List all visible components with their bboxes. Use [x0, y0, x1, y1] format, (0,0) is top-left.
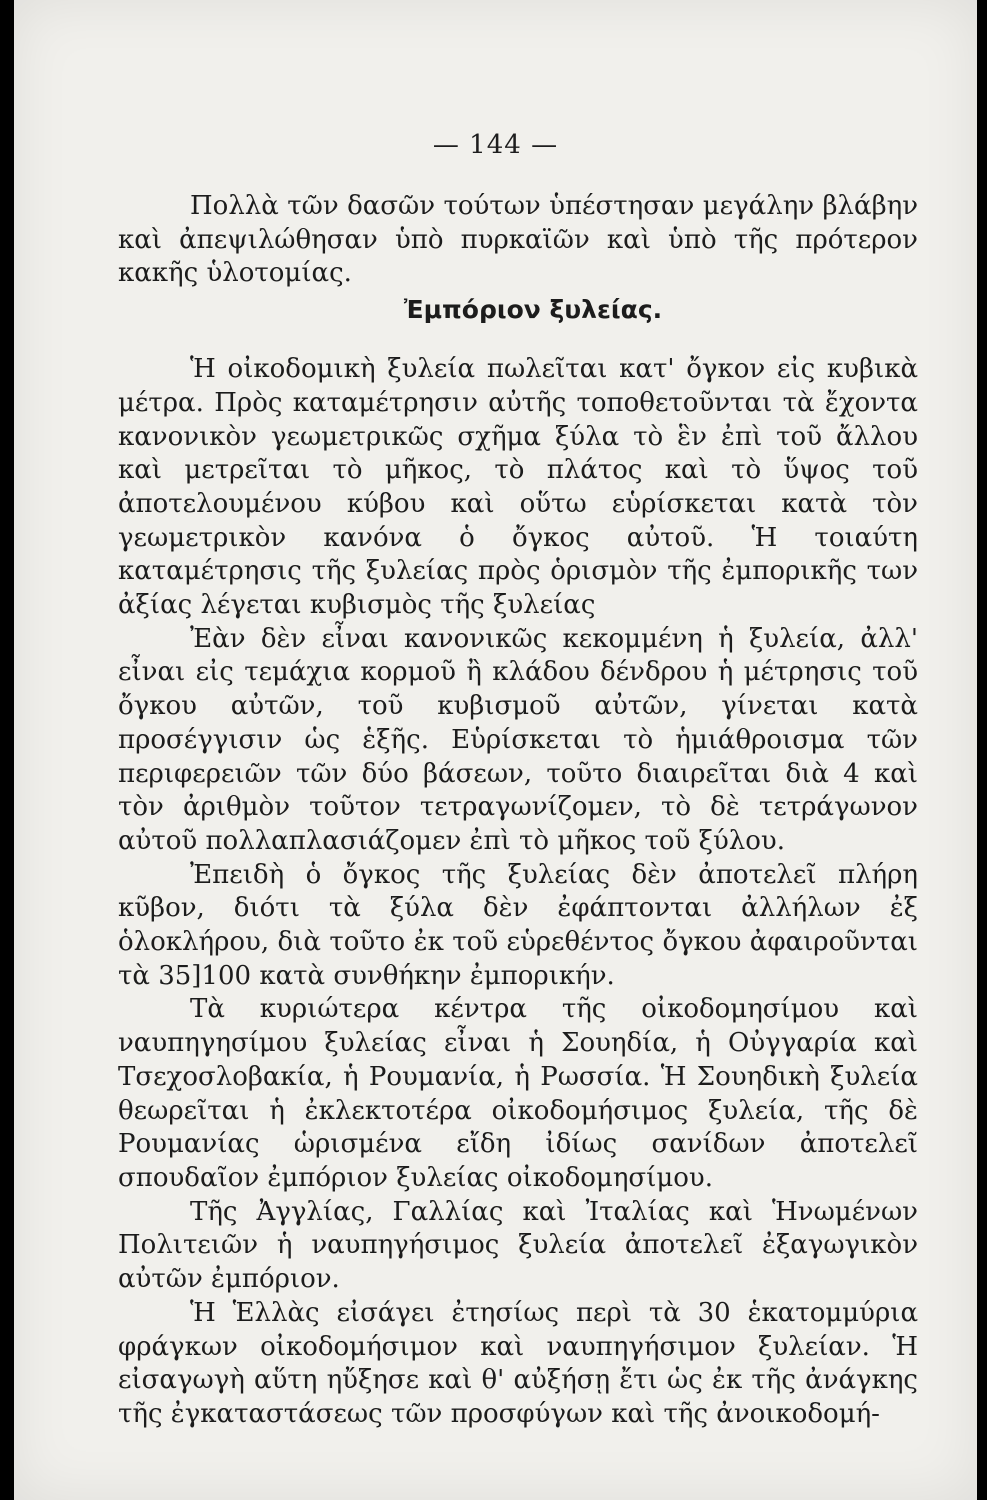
paragraph-4: Τὰ κυριώτερα κέντρα τῆς οἰκοδομησίμου καὶ ναυπηγησίμου ξυλείας εἶναι ἡ Σουηδία, ἡ Οὐγγαρία καὶ Τσεχοσλοβακία, ἡ Ρουμανία, ἡ Ρωσσία. Ἡ Σουηδικὴ ξυλεία θεωρεῖται ἡ ἐκλεκτοτέρα οἰκοδομήσιμος ξυλεία, τῆς δὲ Ρουμανίας ὡρισμένα εἴδη ἰδίως σανίδων ἀποτελεῖ σπουδαῖον ἐμπόριον ξυλείας οἰκοδομησίμου.: [118, 994, 918, 1193]
page: [14, 0, 977, 1500]
page-number: — 144 —: [432, 130, 559, 160]
body-text: [118, 190, 918, 1432]
section-heading: Ἐμπόριον ξυλείας.: [403, 295, 663, 325]
paragraph-3: Ἐπειδὴ ὁ ὄγκος τῆς ξυλείας δὲν ἀποτελεῖ πλήρη κῦβον, διότι τὰ ξύλα δὲν ἐφάπτονται ἀλλήλων ἐξ ὁλοκλήρου, διὰ τοῦτο ἐκ τοῦ εὑρεθέντος ὄγκου ἀφαιροῦνται τὰ 35]100 κατὰ συνθήκην ἐμπορικήν.: [118, 859, 918, 991]
intro-paragraph: Πολλὰ τῶν δασῶν τούτων ὑπέστησαν μεγάλην βλάβην καὶ ἀπεψιλώθησαν ὑπὸ πυρκαϊῶν καὶ ὑπὸ τῆς πρότερον κακῆς ὑλοτομίας.: [118, 191, 918, 289]
paragraph-5: Τῆς Ἀγγλίας, Γαλλίας καὶ Ἰταλίας καὶ Ἡνωμένων Πολιτειῶν ἡ ναυπηγήσιμος ξυλεία ἀποτελεῖ ἐξαγωγικὸν αὐτῶν ἐμπόριον.: [118, 1196, 918, 1295]
paragraph-1: Ἡ οἰκοδομικὴ ξυλεία πωλεῖται κατ' ὄγκον εἰς κυβικὰ μέτρα. Πρὸς καταμέτρησιν αὐτῆς τοποθετοῦνται τὰ ἔχοντα κανονικὸν γεωμετρικῶς σχῆμα ξύλα τὸ ἓν ἐπὶ τοῦ ἄλλου καὶ μετρεῖται τὸ μῆκος, τὸ πλάτος καὶ τὸ ὕψος τοῦ ἀποτελουμένου κύβου καὶ οὕτω εὑρίσκεται κατὰ τὸν γεωμετρικὸν κανόνα ὁ ὄγκος αὐτοῦ. Ἡ τοιαύτη καταμέτρησις τῆς ξυλείας πρὸς ὁρισμὸν τῆς ἐμπορικῆς των ἀξίας λέγεται κυβισμὸς τῆς ξυλείας: [118, 354, 918, 621]
paragraph-6: Ἡ Ἑλλὰς εἰσάγει ἐτησίως περὶ τὰ 30 ἑκατομμύρια φράγκων οἰκοδομήσιμον καὶ ναυπηγήσιμον ξυλείαν. Ἡ εἰσαγωγὴ αὕτη ηὔξησε καὶ θ' αὐξήσῃ ἔτι ὡς ἐκ τῆς ἀνάγκης τῆς ἐγκαταστάσεως τῶν προσφύγων καὶ τῆς ἀνοικοδομή-: [118, 1297, 918, 1429]
paragraph-2: Ἐὰν δὲν εἶναι κανονικῶς κεκομμένη ἡ ξυλεία, ἀλλ' εἶναι εἰς τεμάχια κορμοῦ ἢ κλάδου δένδρου ἡ μέτρησις τοῦ ὄγκου αὐτῶν, τοῦ κυβισμοῦ αὐτῶν, γίνεται κατὰ προσέγγισιν ὡς ἑξῆς. Εὑρίσκεται τὸ ἡμιάθροισμα τῶν περιφερειῶν τῶν δύο βάσεων, τοῦτο διαιρεῖται διὰ 4 καὶ τὸν ἀριθμὸν τοῦτον τετραγωνίζομεν, τὸ δὲ τετράγωνον αὐτοῦ πολλαπλασιάζομεν ἐπὶ τὸ μῆκος τοῦ ξύλου.: [118, 623, 918, 856]
